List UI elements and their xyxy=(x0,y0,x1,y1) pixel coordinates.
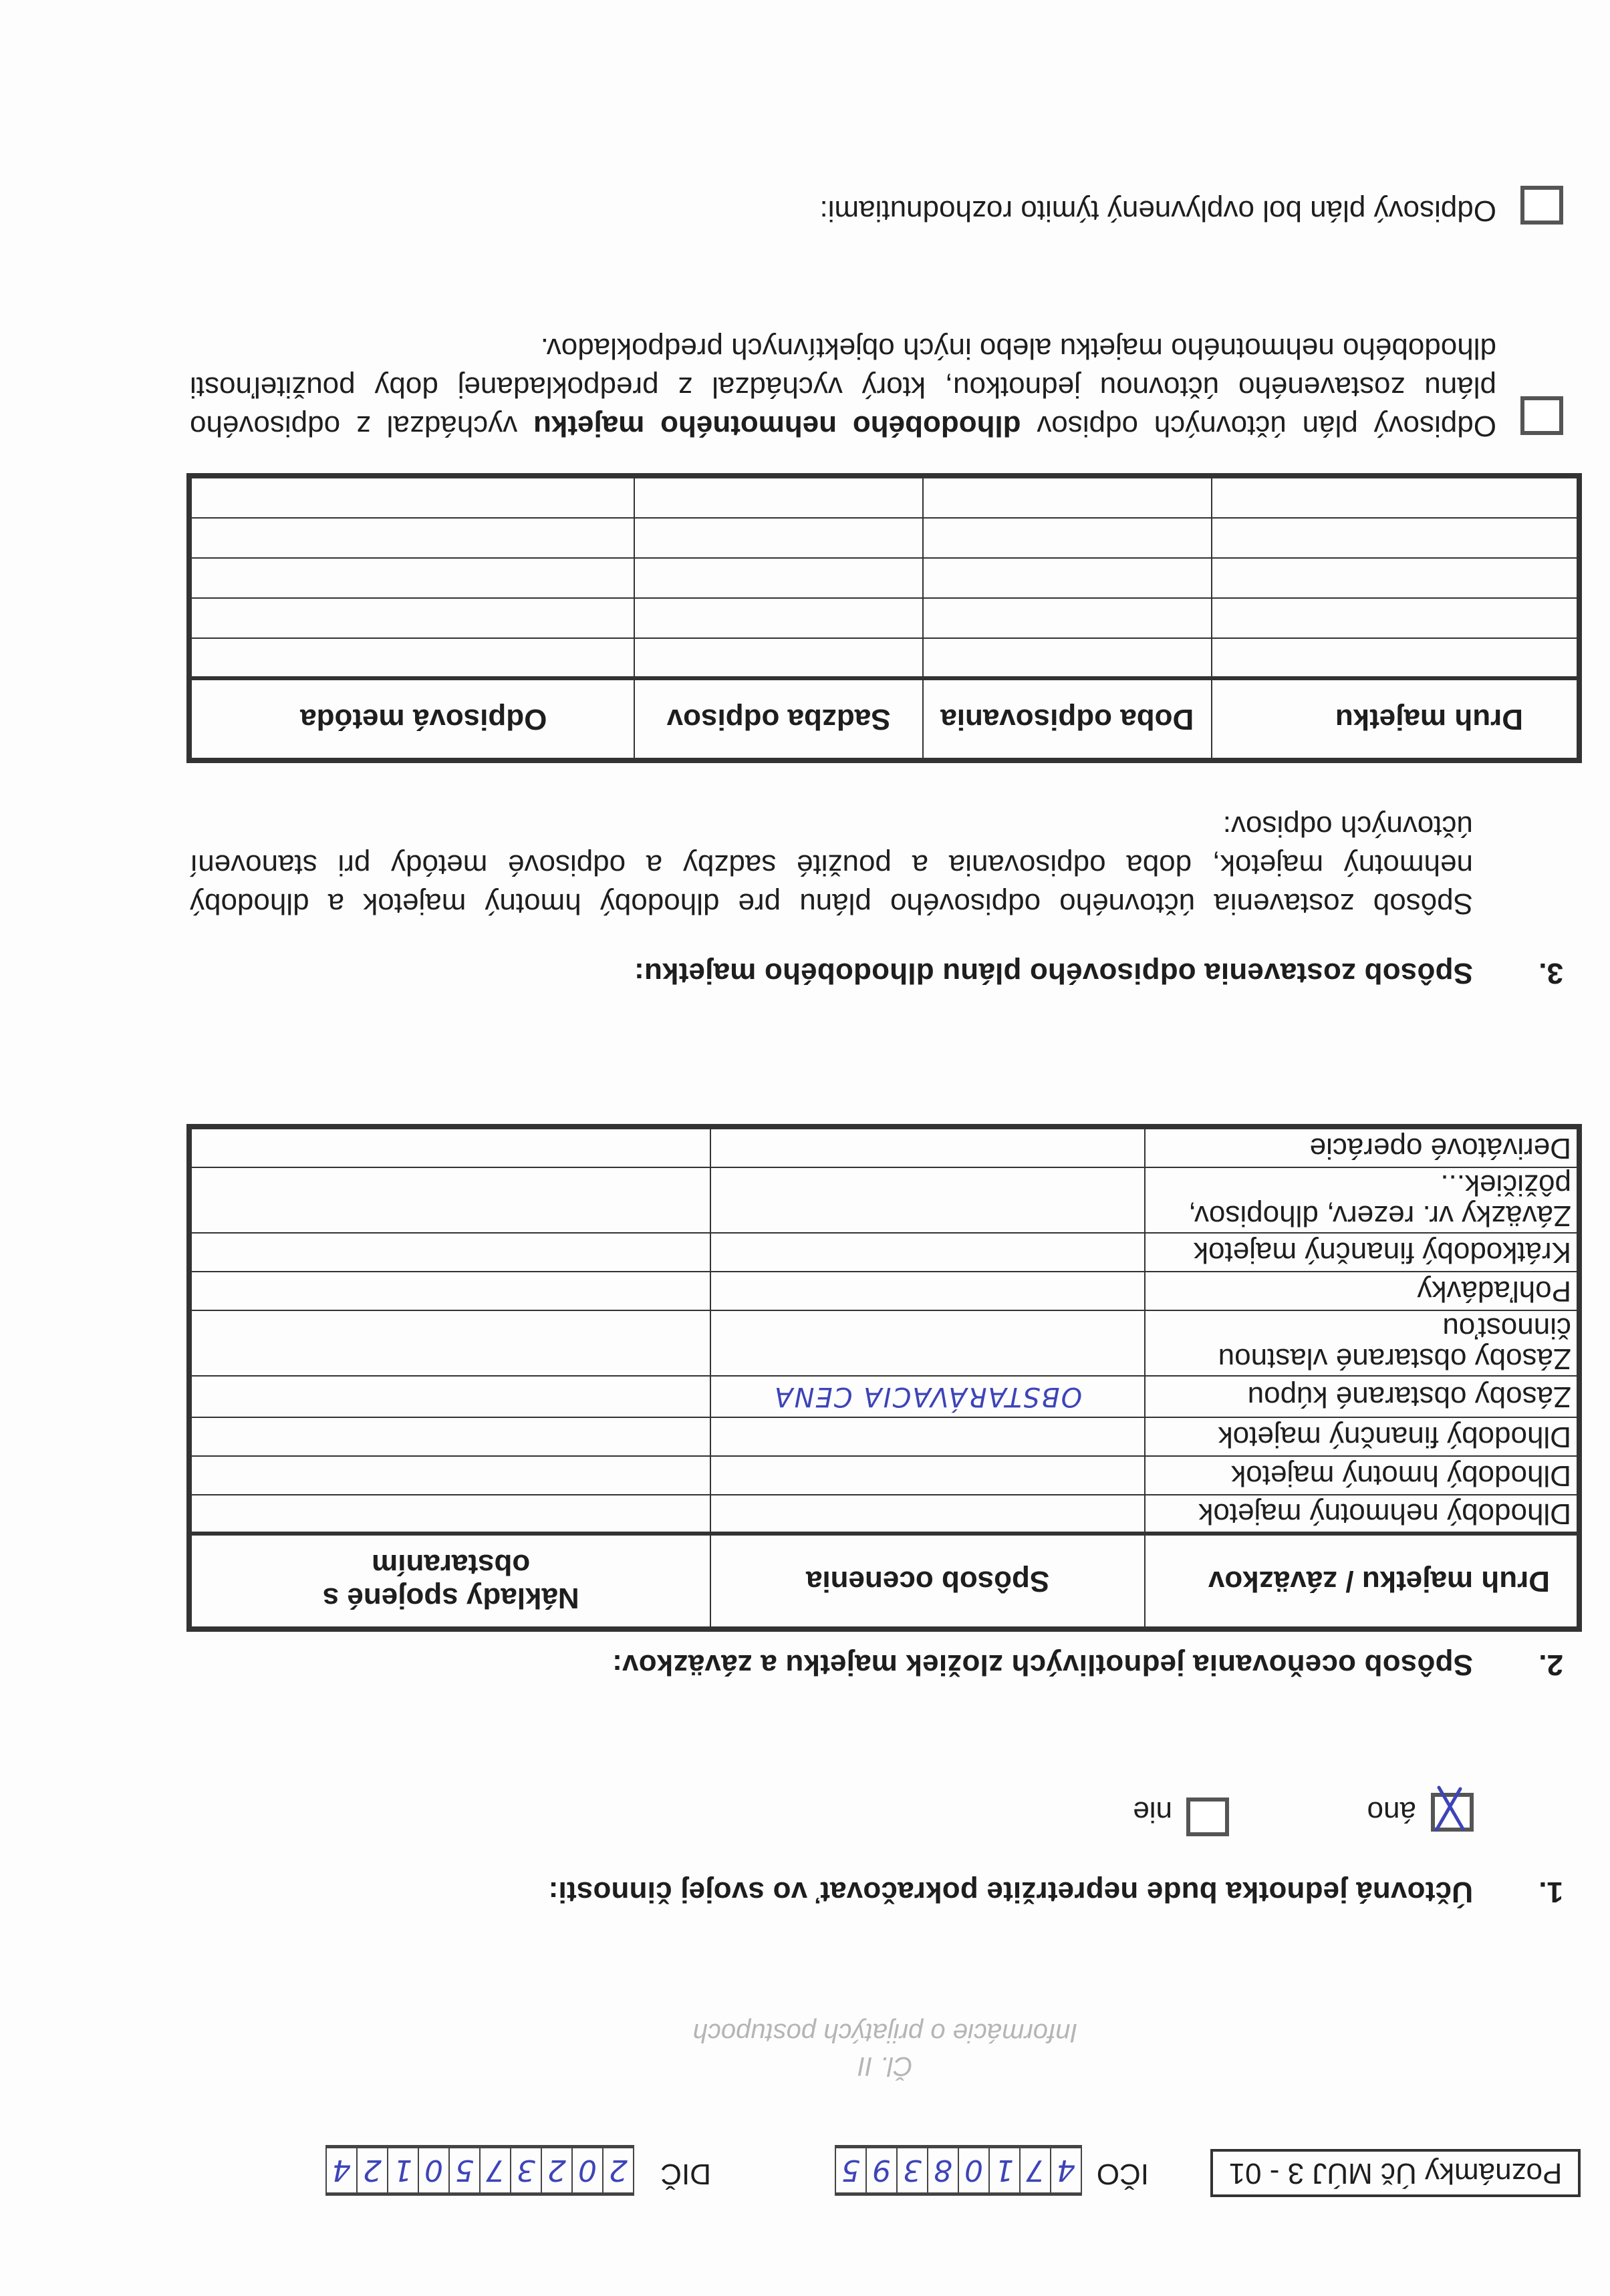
cell[interactable] xyxy=(191,478,634,518)
section2-number: 2. xyxy=(1538,1648,1563,1681)
row-type: Zásoby obstarané vlastnou činnosťou xyxy=(1145,1310,1577,1376)
row-valuation[interactable] xyxy=(710,1233,1144,1272)
dic-digit: 7 xyxy=(481,2148,511,2192)
plan-influenced-statement xyxy=(190,191,1496,230)
row-costs[interactable] xyxy=(191,1310,710,1376)
cell[interactable] xyxy=(191,638,634,678)
ico-digit: 7 xyxy=(1021,2148,1051,2192)
section3-description: Spôsob zostavenia účtovného odpisového plánu pre dlhodobý hmotný majetok a dlhodobý nehmotný majetok, doba odpisovania a použité sadzby a odpisové metódy pri stanovení účtovných odpisov: xyxy=(190,810,1473,920)
dic-field[interactable] xyxy=(325,2145,634,2196)
row-costs[interactable] xyxy=(191,1129,710,1167)
valuation-table-header xyxy=(191,1534,1577,1627)
table-row xyxy=(191,638,1577,678)
cell[interactable] xyxy=(923,518,1212,558)
cell[interactable] xyxy=(634,598,923,638)
row-costs[interactable] xyxy=(191,1417,710,1456)
col-header-period: Doba odpisovania xyxy=(923,678,1212,758)
dic-digit: 4 xyxy=(325,2148,358,2192)
ico-field[interactable] xyxy=(835,2145,1082,2196)
ico-digit: 5 xyxy=(835,2148,867,2192)
table-row xyxy=(191,1167,1577,1233)
intangible-plan-statement xyxy=(190,329,1496,445)
table-row xyxy=(191,1376,1577,1417)
cell[interactable] xyxy=(634,558,923,598)
table-row xyxy=(191,558,1577,598)
table-row xyxy=(191,1417,1577,1456)
statement-text: vychádzal z odpisového plánu zostaveného účtovnou jednotkou, ktorý vychádzal z predpokladanej doby použiteľnosti dlhodobého nehmotného majetku alebo iných objektívnych predpokladov. xyxy=(190,332,1496,442)
cell[interactable] xyxy=(923,638,1212,678)
statement-text: Odpisový plán účtovných odpisov xyxy=(1021,410,1496,442)
cell[interactable] xyxy=(191,518,634,558)
row-valuation[interactable] xyxy=(710,1167,1144,1233)
cell[interactable] xyxy=(634,478,923,518)
form-code-box xyxy=(1210,2149,1581,2197)
check-x-icon xyxy=(1427,1785,1470,1832)
col-header-valuation: Spôsob ocenenia xyxy=(710,1534,1144,1627)
col-header-type: Druh majetku / záväzkov xyxy=(1145,1534,1577,1627)
cell[interactable] xyxy=(634,638,923,678)
table-row xyxy=(191,1495,1577,1534)
col-header-rate: Sadzba odpisov xyxy=(634,678,923,758)
cell[interactable] xyxy=(191,598,634,638)
statement-text: Odpisový plán bol ovplyvnený týmito rozhodnutiami: xyxy=(819,194,1496,227)
depreciation-table xyxy=(190,477,1578,759)
checkbox-nie[interactable] xyxy=(1186,1798,1229,1836)
section3-title: Spôsob zostavenia odpisového plánu dlhodobého majetku: xyxy=(634,957,1473,990)
row-valuation[interactable]: OBSTARÁVACIA CENA xyxy=(710,1376,1144,1417)
row-valuation[interactable] xyxy=(710,1417,1144,1456)
ico-digit: 3 xyxy=(898,2148,928,2192)
cell[interactable] xyxy=(191,558,634,598)
chapter-subtitle: Informácie o prijatých postupoch xyxy=(692,2018,1078,2047)
ico-digit: 4 xyxy=(1051,2148,1082,2192)
chapter-title: Čl. II xyxy=(857,2051,913,2081)
dic-digit: 2 xyxy=(358,2148,388,2192)
cell[interactable] xyxy=(1212,598,1577,638)
dic-digit: 1 xyxy=(388,2148,419,2192)
row-valuation[interactable] xyxy=(710,1129,1144,1167)
checkbox-nie-label: nie xyxy=(1133,1796,1172,1828)
row-type: Dlhodobý nehmotný majetok xyxy=(1145,1495,1577,1534)
table-row xyxy=(191,598,1577,638)
table-row xyxy=(191,1456,1577,1495)
row-type: Záväzky vr. rezerv, dlhopisov, pôžičiek... xyxy=(1145,1167,1577,1233)
row-costs[interactable] xyxy=(191,1376,710,1417)
dic-digit: 2 xyxy=(603,2148,634,2192)
form-code: Poznámky Úč MÚJ 3 - 01 xyxy=(1228,2157,1563,2190)
cell[interactable] xyxy=(923,598,1212,638)
table-row xyxy=(191,478,1577,518)
checkbox-intangible-plan[interactable] xyxy=(1520,396,1563,435)
statement-bold-text: dlhodobého nehmotného majetku xyxy=(533,410,1021,442)
table-row xyxy=(191,1272,1577,1310)
row-valuation[interactable] xyxy=(710,1456,1144,1495)
col-header-costs: Náklady spojené s obstaraním xyxy=(191,1534,710,1627)
checkbox-ano[interactable] xyxy=(1431,1793,1474,1832)
row-type: Dlhodobý hmotný majetok xyxy=(1145,1456,1577,1495)
col-header-method: Odpisová metóda xyxy=(191,678,634,758)
dic-label: DIČ xyxy=(660,2158,711,2190)
ico-digit: 9 xyxy=(867,2148,898,2192)
ico-label: IČO xyxy=(1096,2158,1149,2190)
row-costs[interactable] xyxy=(191,1456,710,1495)
dic-digit: 2 xyxy=(542,2148,573,2192)
row-costs[interactable] xyxy=(191,1233,710,1272)
section2-title: Spôsob oceňovania jednotlivých zložiek majetku a záväzkov: xyxy=(612,1648,1473,1681)
cell[interactable] xyxy=(1212,518,1577,558)
cell[interactable] xyxy=(1212,638,1577,678)
valuation-table xyxy=(190,1128,1578,1628)
table-row xyxy=(191,1233,1577,1272)
section1-title: Účtovná jednotka bude nepretržite pokračovať vo svojej činnosti: xyxy=(548,1876,1473,1908)
dic-digit: 3 xyxy=(511,2148,542,2192)
depreciation-table-header xyxy=(191,678,1577,758)
table-row xyxy=(191,1310,1577,1376)
checkbox-plan-influenced[interactable] xyxy=(1520,186,1563,225)
section1-number: 1. xyxy=(1538,1876,1563,1908)
cell[interactable] xyxy=(1212,558,1577,598)
row-costs[interactable] xyxy=(191,1167,710,1233)
row-valuation[interactable] xyxy=(710,1310,1144,1376)
row-valuation[interactable] xyxy=(710,1495,1144,1534)
ico-digit: 0 xyxy=(959,2148,990,2192)
section3-number: 3. xyxy=(1538,957,1563,990)
cell[interactable] xyxy=(923,558,1212,598)
row-type: Krátkodobý finančný majetok xyxy=(1145,1233,1577,1272)
row-type: Derivátové operácie xyxy=(1145,1129,1577,1167)
row-costs[interactable] xyxy=(191,1495,710,1534)
row-type: Zásoby obstarané kúpou xyxy=(1145,1376,1577,1417)
row-valuation[interactable] xyxy=(710,1272,1144,1310)
cell[interactable] xyxy=(923,478,1212,518)
ico-digit: 1 xyxy=(990,2148,1021,2192)
row-type: Pohľadávky xyxy=(1145,1272,1577,1310)
dic-digit: 0 xyxy=(573,2148,603,2192)
ico-digit: 8 xyxy=(928,2148,959,2192)
checkbox-ano-label: áno xyxy=(1367,1796,1416,1828)
table-row xyxy=(191,1129,1577,1167)
row-type: Dlhodobý finančný majetok xyxy=(1145,1417,1577,1456)
table-row xyxy=(191,518,1577,558)
dic-digit: 0 xyxy=(419,2148,450,2192)
row-costs[interactable] xyxy=(191,1272,710,1310)
cell[interactable] xyxy=(1212,478,1577,518)
col-header-asset-type: Druh majetku xyxy=(1212,678,1577,758)
cell[interactable] xyxy=(634,518,923,558)
dic-digit: 5 xyxy=(450,2148,481,2192)
